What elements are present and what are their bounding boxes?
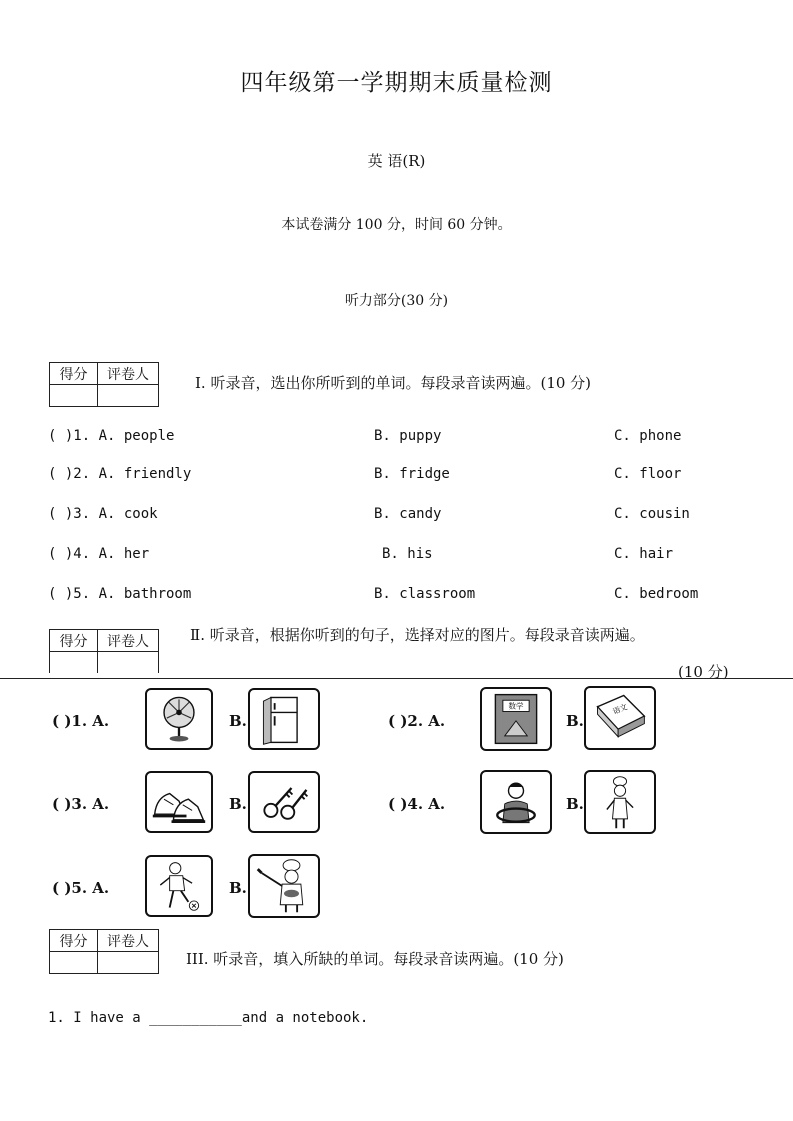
part-heading: 听力部分(30 分) [344, 293, 449, 309]
p2-q1-label: ( )1. A. [52, 712, 110, 730]
section-2-heading: Ⅱ. 听录音，根据你听到的句子，选择对应的图片。每段录音读两遍。 [190, 626, 645, 644]
math-book-icon [482, 689, 550, 749]
p2-q4-b: B. [566, 795, 584, 813]
p2-q3-b: B. [229, 795, 247, 813]
q5-line: ( )5. A. bathroom [48, 586, 192, 602]
p2-q5-b: B. [229, 879, 247, 897]
q5-option-c: C. bedroom [614, 586, 699, 602]
q1-line: ( )1. A. people [48, 428, 175, 444]
q3-option-b: B. candy [374, 506, 442, 522]
section-1-heading: Ⅰ. 听录音，选出你所听到的单词。每段录音读两遍。(10 分) [195, 374, 592, 392]
q4-option-b: B. his [382, 546, 433, 562]
section-3-heading: III. 听录音，填入所缺的单词。每段录音读两遍。(10 分) [186, 950, 564, 968]
keys-image[interactable] [248, 771, 320, 833]
grader-label: 评卷人 [98, 930, 159, 952]
driver-image[interactable] [480, 770, 552, 834]
score-box-1 [49, 362, 159, 407]
grader-label: 评卷人 [98, 630, 159, 652]
shoes-image[interactable] [145, 771, 213, 833]
grader-cell[interactable] [98, 385, 159, 407]
section-2-points: (10 分) [678, 663, 729, 681]
chef-icon [250, 856, 318, 916]
q5-option-b: B. classroom [374, 586, 476, 602]
cook-icon [586, 772, 654, 832]
p2-q4-label: ( )4. A. [388, 795, 446, 813]
shoes-icon [147, 773, 211, 831]
q2-option-c: C. floor [614, 466, 682, 482]
divider [0, 678, 793, 679]
q3-line: ( )3. A. cook [48, 506, 158, 522]
grader-cell[interactable] [98, 952, 159, 974]
q4-line: ( )4. A. her [48, 546, 150, 562]
chef-image[interactable] [248, 854, 320, 918]
grader-cell[interactable] [98, 652, 159, 674]
score-cell[interactable] [50, 952, 98, 974]
p2-q1-b: B. [229, 712, 247, 730]
q3-option-c: C. cousin [614, 506, 690, 522]
exam-info: 本试卷满分 100 分，时间 60 分钟。 [281, 217, 512, 233]
cook-image[interactable] [584, 770, 656, 834]
football-player-icon [147, 857, 211, 915]
score-cell[interactable] [50, 652, 98, 674]
fan-icon [147, 690, 211, 748]
fridge-image[interactable] [248, 688, 320, 750]
chinese-book-icon [586, 688, 654, 748]
math-book-label: 数学 [508, 701, 524, 711]
fill-question-1: 1. I have a ___________and a notebook. [48, 1010, 369, 1026]
score-label: 得分 [50, 630, 98, 652]
chinese-book-label: 语文 [611, 702, 629, 717]
keys-icon [250, 773, 318, 831]
math-book-image[interactable] [480, 687, 552, 751]
football-player-image[interactable] [145, 855, 213, 917]
score-cell[interactable] [50, 385, 98, 407]
q2-line: ( )2. A. friendly [48, 466, 192, 482]
driver-icon [482, 772, 550, 832]
grader-label: 评卷人 [98, 363, 159, 385]
fan-image[interactable] [145, 688, 213, 750]
p2-q2-b: B. [566, 712, 584, 730]
score-box-2 [49, 629, 159, 673]
chinese-book-image[interactable] [584, 686, 656, 750]
p2-q5-label: ( )5. A. [52, 879, 110, 897]
p2-q3-label: ( )3. A. [52, 795, 110, 813]
subject-line: 英 语(R) [367, 152, 426, 170]
page-title: 四年级第一学期期末质量检测 [240, 70, 553, 96]
score-label: 得分 [50, 363, 98, 385]
p2-q2-label: ( )2. A. [388, 712, 446, 730]
q1-option-c: C. phone [614, 428, 682, 444]
q4-option-c: C. hair [614, 546, 674, 562]
q1-option-b: B. puppy [374, 428, 442, 444]
fridge-icon [250, 690, 318, 748]
score-box-3 [49, 929, 159, 974]
q2-option-b: B. fridge [374, 466, 450, 482]
score-label: 得分 [50, 930, 98, 952]
